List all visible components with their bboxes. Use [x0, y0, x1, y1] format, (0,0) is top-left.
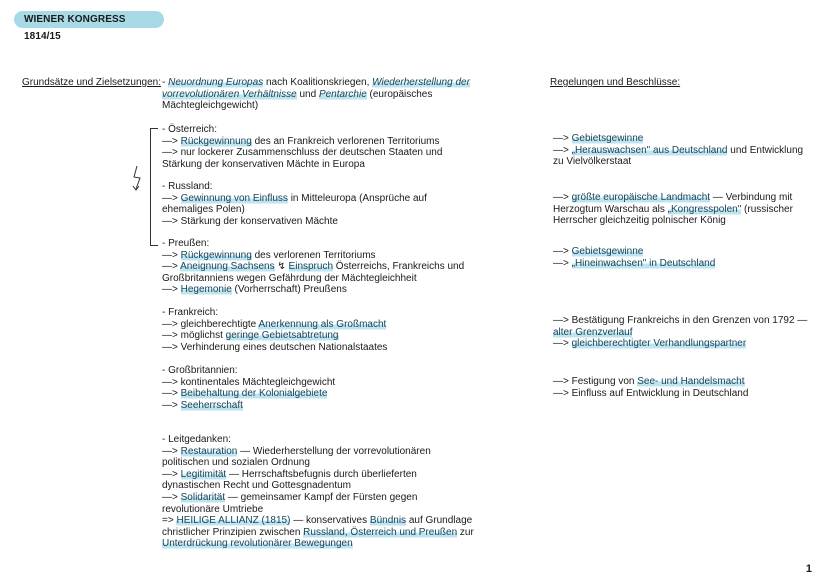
highlighted-term: Wiederherstellung der	[372, 77, 470, 88]
text-segment: —> Stärkung der konservativen Mächte	[162, 215, 338, 227]
text-segment: —> Bestätigung Frankreichs in den Grenzen von 1792 —	[553, 315, 808, 326]
text-segment: - Russland:	[162, 181, 213, 192]
highlighted-term: Neuordnung Europas	[168, 77, 264, 88]
section-russland-goals	[162, 181, 427, 227]
text-segment: - Frankreich:	[162, 307, 219, 318]
heading-regelungen: Regelungen und Beschlüsse:	[550, 77, 681, 88]
text-segment: — Wiederherstellung der vorrevolutionären	[237, 445, 431, 457]
highlighted-term: Anerkennung als Großmacht	[258, 318, 387, 330]
goal-line	[162, 216, 427, 228]
goal-line	[162, 193, 427, 205]
highlighted-term: Bündnis	[369, 515, 407, 527]
highlighted-term: Russland, Österreich und Preußen	[303, 526, 458, 538]
text-segment: nach Koalitionskriegen,	[263, 77, 373, 88]
text-segment: dynastischen Recht und Gottesgnadentum	[162, 480, 352, 492]
text-segment: —>	[162, 445, 181, 457]
result-line	[553, 338, 807, 350]
goal-line	[162, 434, 474, 446]
text-segment: Herzogtum Warschau als	[553, 203, 668, 215]
text-segment: des an Frankreich verlorenen Territoriums	[251, 135, 440, 147]
text-segment: —>	[162, 192, 181, 204]
text-segment: —>	[162, 261, 181, 273]
intro-line	[162, 89, 470, 101]
text-segment: - Leitgedanken:	[162, 434, 231, 445]
result-line	[553, 192, 793, 204]
lightning-bolt-icon	[130, 165, 144, 193]
goal-line	[162, 181, 427, 193]
section-oesterreich-goals	[162, 124, 442, 170]
goal-line	[162, 330, 387, 342]
text-segment: —>	[553, 338, 572, 350]
section-preussen-results	[553, 246, 715, 269]
text-segment: Österreichs, Frankreichs und	[333, 261, 465, 273]
text-segment: —> gleichberechtigte	[162, 318, 259, 330]
goal-line	[162, 307, 387, 319]
goal-line	[162, 136, 442, 148]
highlighted-term: „Herauswachsen" aus Deutschland	[571, 144, 728, 156]
result-line	[553, 258, 715, 270]
highlighted-term: vorrevolutionären Verhältnisse	[162, 88, 297, 100]
goal-line	[162, 480, 474, 492]
highlighted-term: „Kongresspolen"	[667, 203, 742, 215]
highlighted-term: HEILIGE ALLIANZ (1815)	[176, 515, 291, 527]
section-frankreich-results	[553, 315, 807, 350]
highlighted-term: Aneignung Sachsens	[180, 261, 275, 273]
goal-line	[162, 538, 474, 550]
document-title: WIENER KONGRESS 1814/15	[14, 11, 164, 28]
text-segment: —> Verhinderung eines deutschen Nationalstaates	[162, 341, 388, 353]
intro-line	[162, 77, 470, 89]
goal-line	[162, 261, 464, 273]
goal-line	[162, 457, 474, 469]
highlighted-term: alter Grenzverlauf	[553, 326, 633, 338]
highlighted-term: Gebietsgewinne	[571, 133, 644, 144]
text-segment: - Österreich:	[162, 124, 218, 135]
goal-line	[162, 492, 474, 504]
text-segment: revolutionäre Umtriebe	[162, 503, 264, 515]
result-line	[553, 215, 793, 227]
goal-line	[162, 319, 387, 331]
goal-line	[162, 365, 335, 377]
text-segment: und	[296, 88, 319, 100]
text-segment: —> Festigung von	[553, 376, 638, 387]
highlighted-term: Hegemonie	[180, 284, 232, 296]
text-segment: zu Vielvölkerstaat	[553, 156, 632, 168]
text-segment: —>	[162, 388, 181, 400]
highlighted-term: Solidarität	[180, 491, 226, 503]
highlighted-term: Unterdrückung revolutionärer Bewegungen	[162, 538, 353, 550]
intro-line	[162, 100, 470, 112]
goal-line	[162, 238, 464, 250]
result-line	[553, 156, 803, 168]
goal-line	[162, 400, 335, 412]
section-preussen-goals	[162, 238, 464, 296]
text-segment: — Verbindung mit	[710, 192, 793, 203]
text-segment: - Preußen:	[162, 238, 210, 249]
highlighted-term: Rückgewinnung	[180, 249, 252, 261]
text-segment: —>	[162, 491, 181, 503]
highlighted-term: geringe Gebietsabtretung	[225, 330, 339, 342]
text-segment: (russischer	[741, 203, 793, 215]
goal-line	[162, 273, 464, 285]
goal-line	[162, 504, 474, 516]
highlighted-term: Seeherrschaft	[180, 399, 243, 411]
text-segment: ↯	[274, 261, 289, 273]
text-segment: auf Grundlage	[406, 515, 473, 527]
section-leitgedanken-goals	[162, 434, 474, 550]
goal-line	[162, 469, 474, 481]
text-segment: und Entwicklung	[727, 144, 804, 156]
highlighted-term: See- und Handelsmacht	[637, 376, 745, 387]
result-line	[553, 204, 793, 216]
text-segment: -	[162, 77, 169, 88]
highlighted-term: Gebietsgewinne	[571, 246, 644, 257]
highlighted-term: Gewinnung von Einfluss	[180, 192, 288, 204]
highlighted-term: gleichberechtigter Verhandlungspartner	[571, 338, 747, 350]
text-segment: —>	[162, 468, 181, 480]
result-line	[553, 388, 748, 400]
highlighted-term: Einspruch	[288, 261, 334, 273]
goal-line	[162, 342, 387, 354]
heading-grundsaetze: Grundsätze und Zielsetzungen:	[22, 77, 161, 88]
result-line	[553, 246, 715, 258]
highlighted-term: Beibehaltung der Kolonialgebiete	[180, 388, 328, 400]
goal-line	[162, 388, 335, 400]
result-line	[553, 376, 748, 388]
goal-line	[162, 147, 442, 159]
goal-line	[162, 284, 464, 296]
goal-line	[162, 124, 442, 136]
goal-line	[162, 204, 427, 216]
section-grossbritannien-results	[553, 376, 748, 399]
text-segment: Mächtegleichgewicht)	[162, 100, 259, 112]
section-oesterreich-results	[553, 133, 803, 168]
goal-line	[162, 527, 474, 539]
section-bracket	[150, 128, 158, 246]
text-segment: —>	[553, 133, 572, 144]
text-segment: ehemaliges Polen)	[162, 204, 245, 216]
text-segment: —>	[162, 284, 181, 296]
highlighted-term: „Hineinwachsen" in Deutschland	[571, 257, 716, 269]
text-segment: —>	[553, 257, 572, 269]
highlighted-term: Legitimität	[180, 468, 227, 480]
text-segment: —>	[553, 246, 572, 257]
text-segment: politischen und sozialen Ordnung	[162, 457, 310, 469]
section-russland-results	[553, 192, 793, 227]
highlighted-term: größte europäische Landmacht	[571, 192, 711, 203]
text-segment: —> nur lockerer Zusammenschluss der deutschen Staaten und	[162, 147, 443, 159]
goal-line	[162, 377, 335, 389]
result-line	[553, 133, 803, 145]
goal-line	[162, 159, 442, 171]
text-segment: =>	[162, 515, 177, 527]
goal-line	[162, 515, 474, 527]
text-segment: in Mitteleuropa (Ansprüche auf	[287, 192, 427, 204]
text-segment: — konservatives	[290, 515, 370, 527]
text-segment: —> Einfluss auf Entwicklung in Deutschland	[553, 387, 749, 399]
text-segment: —>	[553, 144, 572, 156]
goal-line	[162, 250, 464, 262]
text-segment: zur	[457, 526, 474, 538]
text-segment: —>	[553, 192, 572, 203]
text-segment: —>	[162, 249, 181, 261]
text-segment: des verlorenen Territoriums	[251, 249, 376, 261]
text-segment: —>	[162, 135, 181, 147]
text-segment: (europäisches	[366, 88, 433, 100]
text-segment: — gemeinsamer Kampf der Fürsten gegen	[225, 491, 418, 503]
text-segment: —> möglichst	[162, 330, 226, 342]
text-segment: — Herrschaftsbefugnis durch überlieferten	[226, 468, 417, 480]
text-segment: Herrscher gleichzeitig polnischer König	[553, 215, 726, 227]
section-frankreich-goals	[162, 307, 387, 353]
goal-line	[162, 446, 474, 458]
intro-paragraph	[162, 77, 470, 112]
text-segment: Stärkung der konservativen Mächte in Europa	[162, 158, 365, 170]
result-line	[553, 315, 807, 327]
highlighted-term: Restauration	[180, 445, 238, 457]
result-line	[553, 145, 803, 157]
highlighted-term: Pentarchie	[318, 88, 367, 100]
text-segment: christlicher Prinzipien zwischen	[162, 526, 304, 538]
text-segment: - Großbritannien:	[162, 365, 238, 376]
page-number: 1	[805, 563, 812, 576]
text-segment: —> kontinentales Mächtegleichgewicht	[162, 376, 336, 388]
highlighted-term: Rückgewinnung	[180, 135, 252, 147]
section-grossbritannien-goals	[162, 365, 335, 411]
text-segment: (Vorherrschaft) Preußens	[231, 284, 347, 296]
text-segment: —>	[162, 399, 181, 411]
text-segment: Großbritanniens wegen Gefährdung der Mächtegleichheit	[162, 272, 417, 284]
result-line	[553, 327, 807, 339]
